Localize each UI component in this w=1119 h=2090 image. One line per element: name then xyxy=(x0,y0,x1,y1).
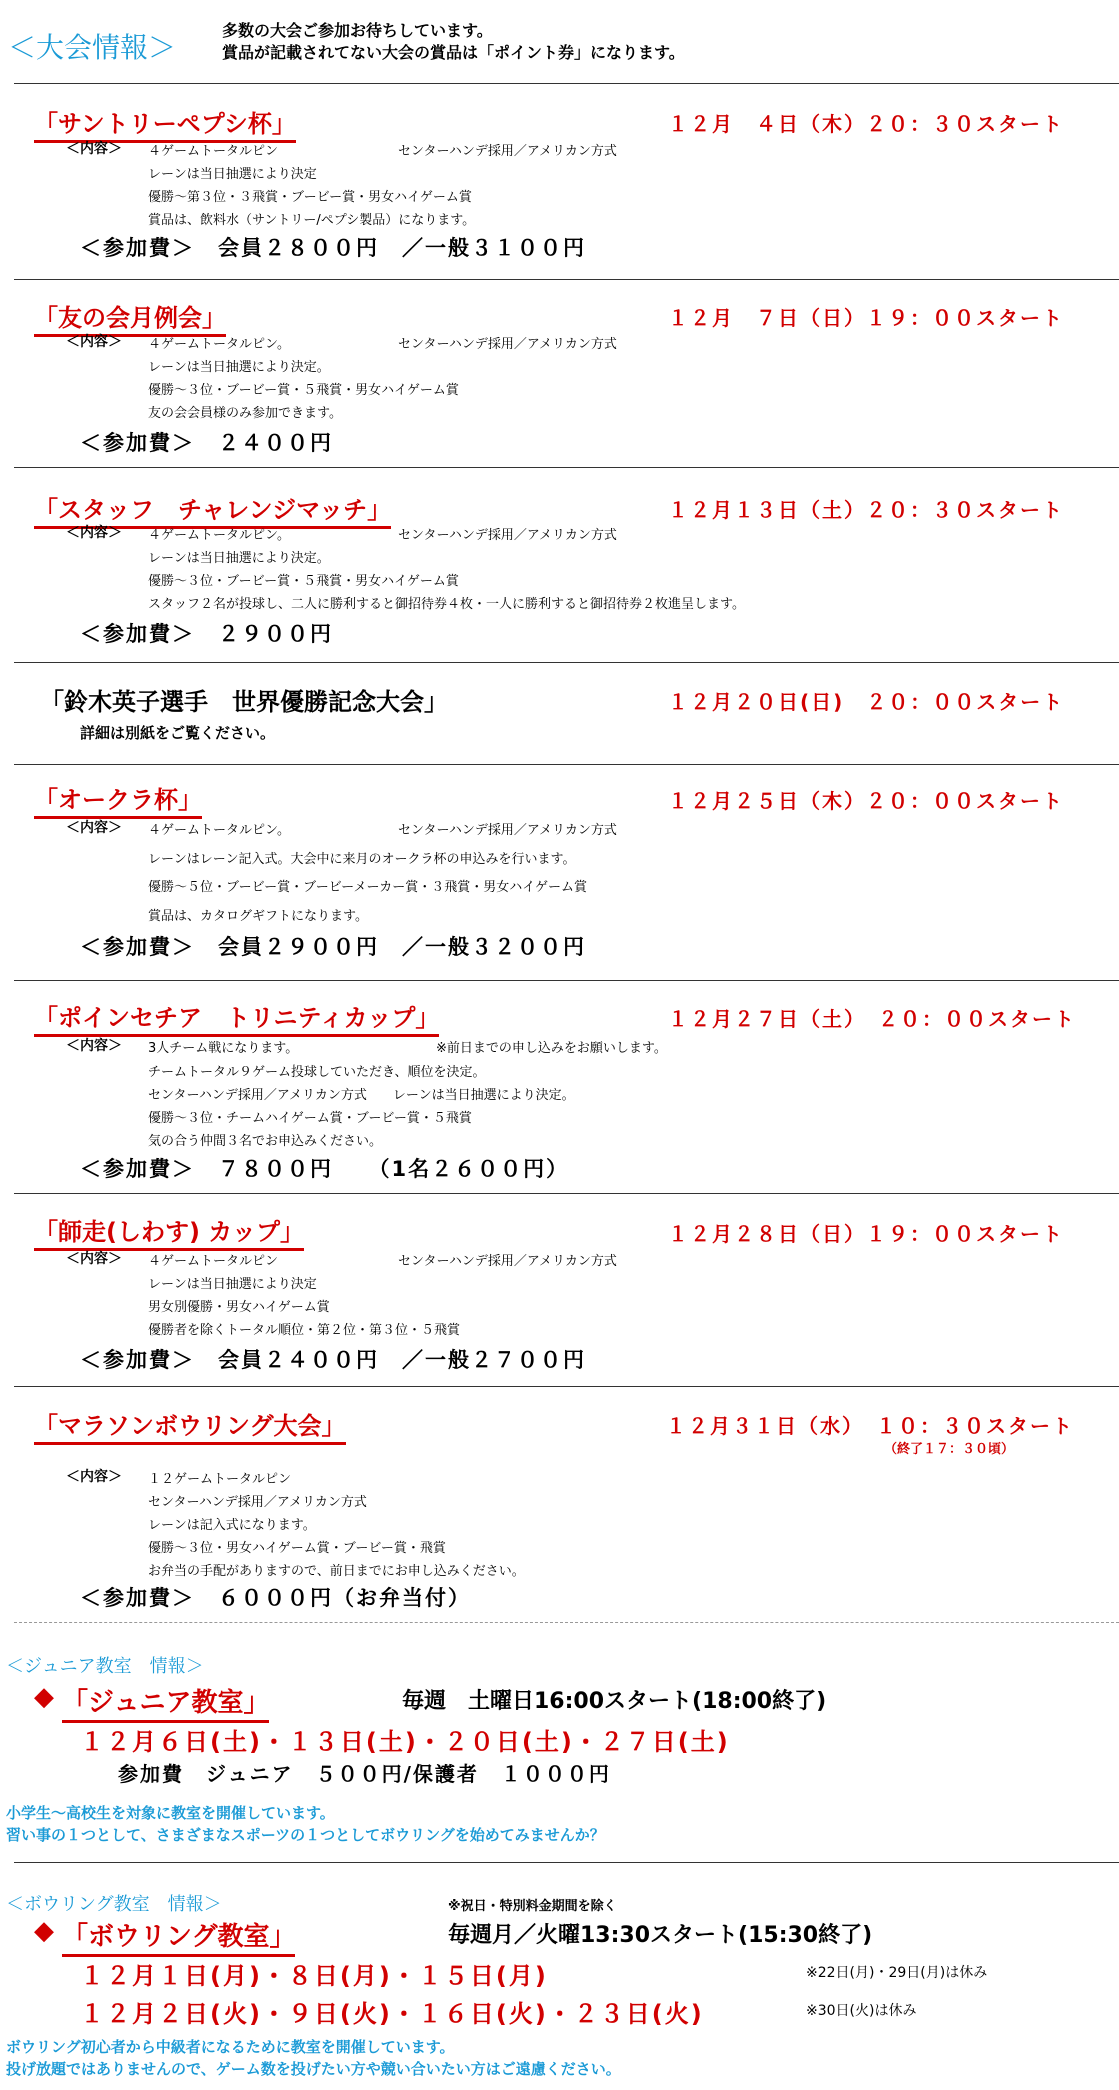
event-line: 優勝～５位・ブービー賞・ブービーメーカー賞・３飛賞・男女ハイゲーム賞 xyxy=(148,880,588,895)
event-fee: ＜参加費＞ ２４００円 xyxy=(80,431,333,455)
class-dates: １２月６日(土)・１３日(土)・２０日(土)・２７日(土) xyxy=(80,1728,730,1756)
divider xyxy=(14,279,1119,280)
section-title: ＜ジュニア教室 情報＞ xyxy=(6,1656,204,1677)
event-line: ４ゲームトータルピン xyxy=(148,1254,279,1269)
divider xyxy=(14,1862,1119,1863)
event-fee: ＜参加費＞ ７８００円 （1名２６００円） xyxy=(80,1157,570,1181)
event-line: レーンは当日抽選により決定 xyxy=(148,1277,317,1292)
event-line: 男女別優勝・男女ハイゲーム賞 xyxy=(148,1300,330,1315)
event-line: 詳細は別紙をご覧ください。 xyxy=(80,724,276,742)
content-label: ＜内容＞ xyxy=(66,1469,122,1485)
class-title: 「ジュニア教室」 xyxy=(62,1682,269,1723)
event-line: センターハンデ採用／アメリカン方式 xyxy=(398,823,617,838)
header-note-1: 多数の大会ご参加お待ちしています。 xyxy=(222,21,493,40)
event-line: レーンはレーン記入式。大会中に来月のオークラ杯の申込みを行います。 xyxy=(148,852,576,867)
class-holiday-note: ※22日(月)・29日(月)は休み xyxy=(806,1965,988,1981)
class-dates-monday: １２月１日(月)・８日(月)・１５日(月) xyxy=(80,1962,548,1990)
header-note-2: 賞品が記載されてない大会の賞品は「ポイント券」になります。 xyxy=(222,43,685,62)
event-date: １２月２５日（木）２０：００スタート xyxy=(668,789,1064,813)
event-fee: ＜参加費＞ 会員２９００円 ／一般３２００円 xyxy=(80,935,586,959)
page-title: ＜大会情報＞ xyxy=(8,31,177,64)
event-line: レーンは当日抽選により決定。 xyxy=(148,360,330,375)
event-fee: ＜参加費＞ 会員２８００円 ／一般３１００円 xyxy=(80,236,586,260)
event-line: センターハンデ採用／アメリカン方式 xyxy=(148,1495,367,1510)
divider xyxy=(14,1622,1119,1623)
divider xyxy=(14,980,1119,981)
diamond-icon: ◆ xyxy=(34,1916,54,1946)
class-fee: 参加費 ジュニア ５００円/保護者 １０００円 xyxy=(118,1762,611,1786)
class-description: ボウリング初心者から中級者になるために教室を開催しています。 xyxy=(6,2038,455,2056)
event-line: 賞品は、飲料水（サントリー/ペプシ製品）になります。 xyxy=(148,213,476,228)
divider xyxy=(14,764,1119,765)
divider xyxy=(14,1386,1119,1387)
event-line: センターハンデ採用／アメリカン方式 xyxy=(398,528,617,543)
event-title: 「師走(しわす) カップ」 xyxy=(34,1212,304,1251)
content-label: ＜内容＞ xyxy=(66,1038,122,1054)
event-title: 「オークラ杯」 xyxy=(34,780,202,819)
event-fee: ＜参加費＞ ２９００円 xyxy=(80,622,333,646)
event-fee: ＜参加費＞ ６０００円（お弁当付） xyxy=(80,1586,471,1610)
content-label: ＜内容＞ xyxy=(66,334,122,350)
event-line: ４ゲームトータルピン。 xyxy=(148,337,290,352)
class-schedule: 毎週月／火曜13:30スタート(15:30終了) xyxy=(448,1923,873,1948)
event-line: スタッフ２名が投球し、二人に勝利すると御招待券４枚・一人に勝利すると御招待券２枚進呈します。 xyxy=(148,597,745,612)
class-description: 投げ放題ではありませんので、ゲーム数を投げたい方や競い合いたい方はご遠慮ください。 xyxy=(6,2060,621,2078)
class-note: ※祝日・特別料金期間を除く xyxy=(448,1899,617,1914)
class-holiday-note: ※30日(火)は休み xyxy=(806,2003,917,2019)
event-line: センターハンデ採用／アメリカン方式 xyxy=(398,144,617,159)
event-line: 優勝～３位・チームハイゲーム賞・ブービー賞・５飛賞 xyxy=(148,1111,472,1126)
class-dates-tuesday: １２月２日(火)・９日(火)・１６日(火)・２３日(火) xyxy=(80,2000,704,2028)
divider xyxy=(14,662,1119,663)
event-date: １２月 ４日（木）２０：３０スタート xyxy=(668,112,1064,136)
event-line: 優勝者を除くトータル順位・第２位・第３位・５飛賞 xyxy=(148,1323,461,1338)
event-title: 「ポインセチア トリニティカップ」 xyxy=(34,998,439,1037)
event-title: 「スタッフ チャレンジマッチ」 xyxy=(34,490,391,529)
event-line: レーンは記入式になります。 xyxy=(148,1518,316,1533)
event-date: １２月１３日（土）２０：３０スタート xyxy=(668,498,1064,522)
diamond-icon: ◆ xyxy=(34,1682,54,1712)
class-description: 習い事の１つとして、さまざまなスポーツの１つとしてボウリングを始めてみませんか？ xyxy=(6,1826,605,1844)
event-date: １２月 ７日（日）１９：００スタート xyxy=(668,306,1064,330)
event-line: 優勝～３位・ブービー賞・５飛賞・男女ハイゲーム賞 xyxy=(148,383,459,398)
event-line: チームトータル９ゲーム投球していただき、順位を決定。 xyxy=(148,1065,486,1080)
event-line: １２ゲームトータルピン xyxy=(148,1472,292,1487)
event-line: レーンは当日抽選により決定。 xyxy=(148,551,330,566)
section-title: ＜ボウリング教室 情報＞ xyxy=(6,1894,222,1915)
event-title: 「鈴木英子選手 世界優勝記念大会」 xyxy=(40,688,448,716)
event-title: 「サントリーペプシ杯」 xyxy=(34,104,296,143)
event-date: １２月２７日（土） ２０：００スタート xyxy=(668,1007,1076,1031)
event-date: １２月３１日（水） １０：３０スタート xyxy=(666,1414,1074,1438)
event-line: 優勝～３位・男女ハイゲーム賞・ブービー賞・飛賞 xyxy=(148,1541,446,1556)
event-line: 友の会会員様のみ参加できます。 xyxy=(148,406,342,421)
event-line: 賞品は、カタログギフトになります。 xyxy=(148,909,368,924)
event-line: ４ゲームトータルピン。 xyxy=(148,528,290,543)
event-line: レーンは当日抽選により決定 xyxy=(148,167,317,182)
event-line: センターハンデ採用／アメリカン方式 xyxy=(398,337,617,352)
class-description: 小学生～高校生を対象に教室を開催しています。 xyxy=(6,1804,335,1822)
event-end-time: （終了１７：３０頃） xyxy=(884,1442,1015,1457)
event-title: 「友の会月例会」 xyxy=(34,298,226,337)
content-label: ＜内容＞ xyxy=(66,820,122,836)
content-label: ＜内容＞ xyxy=(66,525,122,541)
divider xyxy=(14,467,1119,468)
event-line: センターハンデ採用／アメリカン方式 xyxy=(398,1254,617,1269)
divider xyxy=(14,83,1119,84)
event-line: 優勝～第３位・３飛賞・ブービー賞・男女ハイゲーム賞 xyxy=(148,190,472,205)
event-line: ４ゲームトータルピン。 xyxy=(148,823,290,838)
content-label: ＜内容＞ xyxy=(66,141,122,157)
class-title: 「ボウリング教室」 xyxy=(62,1916,295,1957)
event-line: お弁当の手配がありますので、前日までにお申し込みください。 xyxy=(148,1564,525,1579)
event-line: 気の合う仲間３名でお申込みください。 xyxy=(148,1134,383,1149)
divider xyxy=(14,1193,1119,1194)
event-title: 「マラソンボウリング大会」 xyxy=(34,1406,346,1445)
event-line: センターハンデ採用／アメリカン方式 レーンは当日抽選により決定。 xyxy=(148,1088,575,1103)
event-date: １２月２０日(日) ２０：００スタート xyxy=(668,690,1065,714)
event-date: １２月２８日（日）１９：００スタート xyxy=(668,1222,1064,1246)
class-schedule: 毎週 土曜日16:00スタート(18:00終了) xyxy=(402,1689,827,1714)
content-label: ＜内容＞ xyxy=(66,1251,122,1267)
event-line: ４ゲームトータルピン xyxy=(148,144,279,159)
event-fee: ＜参加費＞ 会員２４００円 ／一般２７００円 xyxy=(80,1348,586,1372)
event-line: ※前日までの申し込みをお願いします。 xyxy=(436,1041,667,1056)
event-line: 優勝～３位・ブービー賞・５飛賞・男女ハイゲーム賞 xyxy=(148,574,459,589)
event-line: 3人チーム戦になります。 xyxy=(148,1041,299,1056)
